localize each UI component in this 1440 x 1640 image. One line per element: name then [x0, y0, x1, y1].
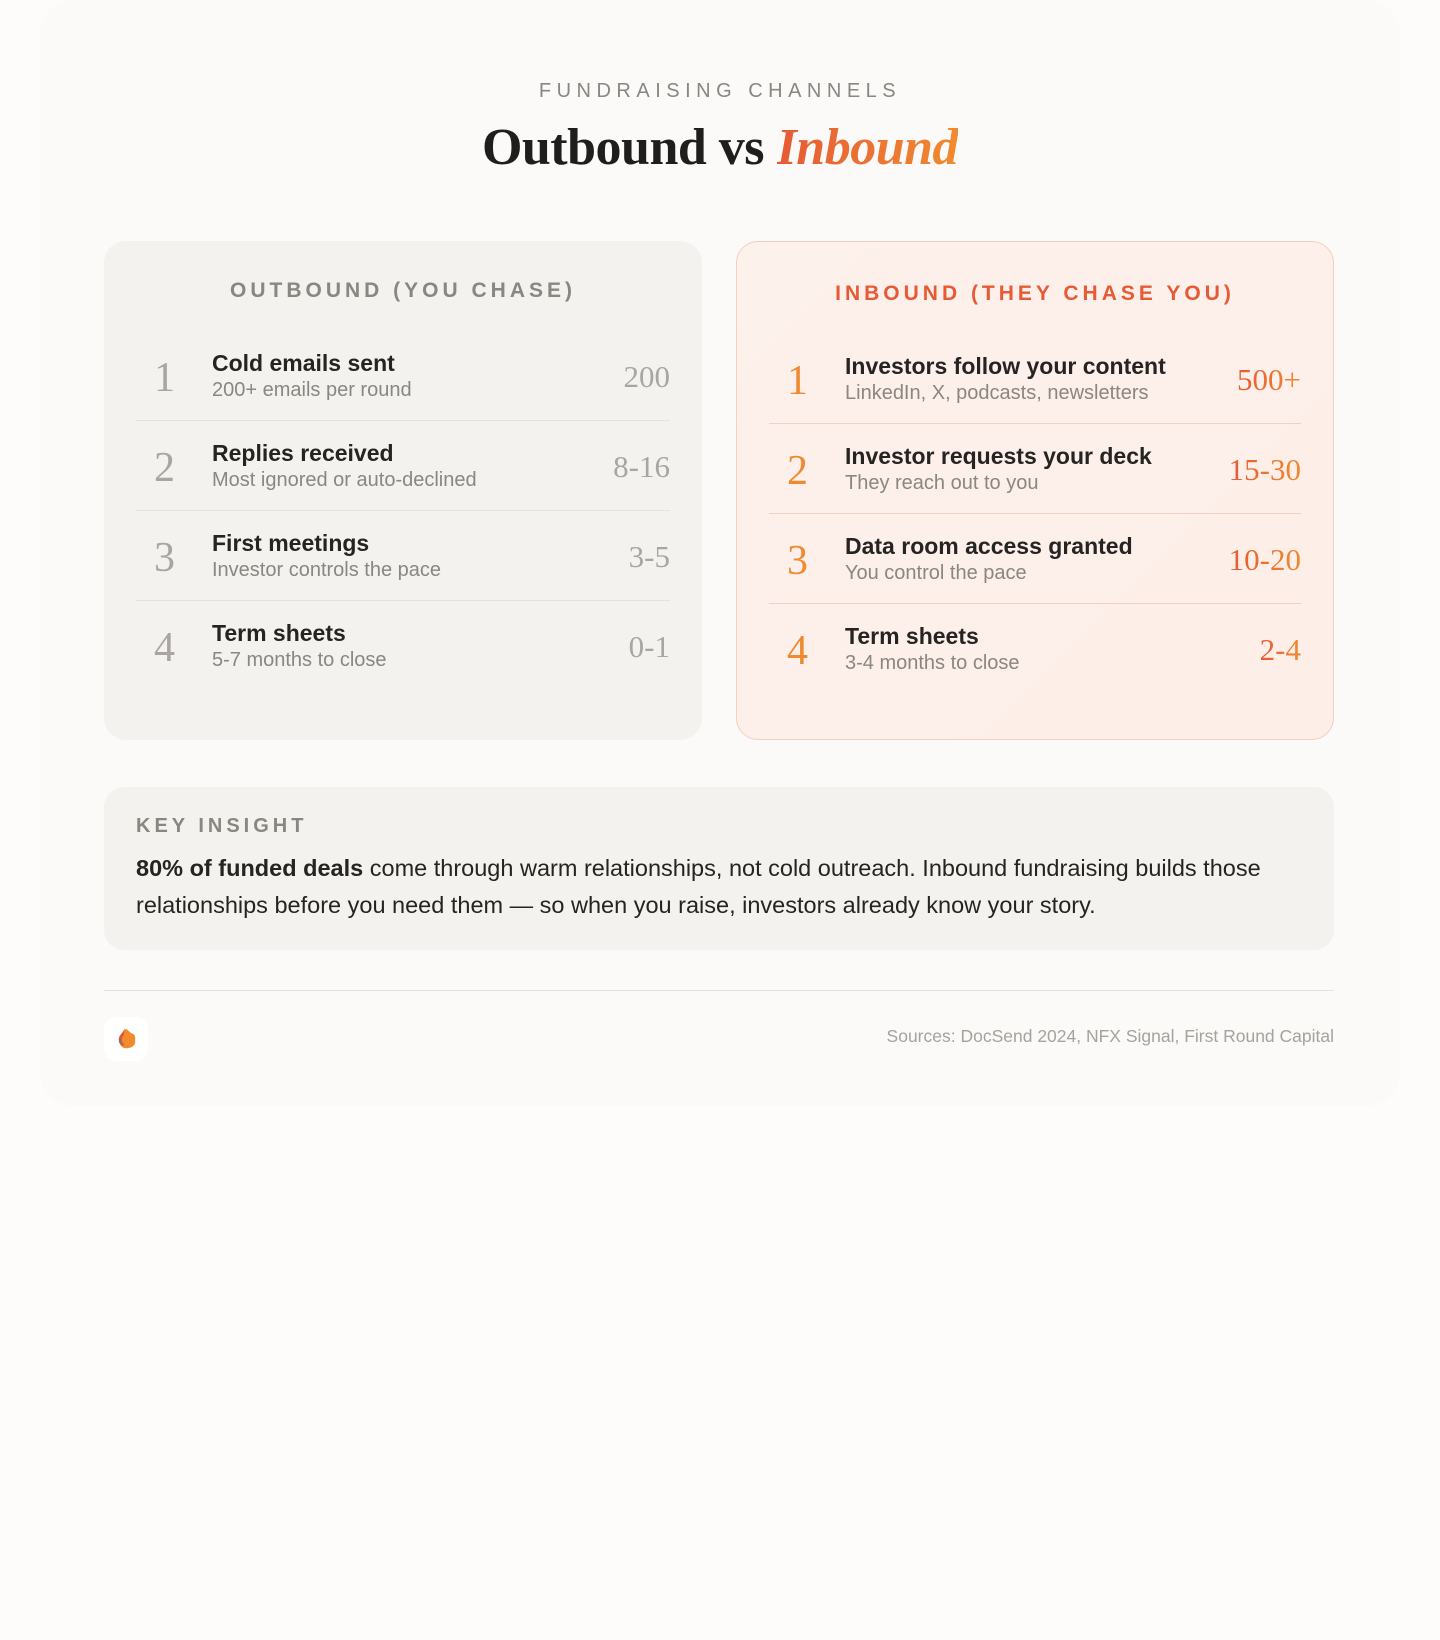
key-insight-highlight: 80% of funded deals	[136, 855, 364, 881]
step-label: Replies received	[212, 439, 394, 466]
outbound-card-title: OUTBOUND (YOU CHASE)	[230, 279, 576, 302]
step-number: 3	[154, 534, 175, 581]
step-number: 3	[787, 537, 808, 584]
footer-divider	[104, 990, 1334, 991]
flame-logo-icon	[113, 1026, 139, 1052]
step-description: 3-4 months to close	[845, 652, 1020, 674]
step-value: 200	[623, 358, 670, 394]
step-description: 5-7 months to close	[212, 649, 387, 671]
step-description: LinkedIn, X, podcasts, newsletters	[845, 381, 1149, 404]
funnel-row	[136, 331, 670, 421]
inbound-card	[736, 241, 1334, 740]
key-insight-body: come through warm relationships, not cold outreach. Inbound fundraising builds those relationships before you need them — so when you raise, investors already know your story.	[136, 855, 1261, 918]
step-number: 2	[787, 447, 808, 494]
step-value: 10-20	[1228, 541, 1301, 577]
step-number: 4	[787, 628, 808, 674]
step-value: 500+	[1237, 361, 1301, 397]
sources-text: Sources: DocSend 2024, NFX Signal, First Round Capital	[886, 1026, 1334, 1046]
step-number: 2	[154, 444, 175, 491]
page-title	[40, 118, 1400, 177]
step-label: Term sheets	[212, 620, 346, 646]
funnel-row	[136, 511, 670, 601]
step-description: Most ignored or auto-declined	[212, 468, 477, 491]
step-number: 4	[154, 625, 175, 671]
step-label: First meetings	[212, 529, 370, 556]
step-description: 200+ emails per round	[212, 378, 412, 401]
step-label: Cold emails sent	[212, 349, 395, 376]
funnel-row	[769, 514, 1301, 604]
infographic-card	[40, 0, 1400, 1106]
step-description: You control the pace	[845, 561, 1027, 584]
step-label: Investor requests your deck	[845, 442, 1152, 469]
funnel-row	[769, 334, 1301, 424]
step-description: Investor controls the pace	[212, 558, 442, 581]
inbound-funnel-list	[769, 334, 1301, 694]
inbound-card-title: INBOUND (THEY CHASE YOU)	[835, 282, 1235, 305]
eyebrow-label: FUNDRAISING CHANNELS	[538, 80, 902, 102]
step-description: They reach out to you	[845, 471, 1039, 494]
step-number: 1	[154, 354, 175, 401]
key-insight-label: KEY INSIGHT	[136, 815, 308, 837]
step-label: Term sheets	[845, 623, 979, 649]
step-value: 2-4	[1259, 632, 1301, 667]
funnel-row	[769, 604, 1301, 694]
key-insight-text	[136, 850, 1302, 924]
funnel-row	[136, 601, 670, 691]
outbound-funnel-list	[136, 331, 670, 691]
step-value: 15-30	[1228, 451, 1301, 487]
step-value: 3-5	[628, 538, 670, 574]
step-value: 0-1	[628, 629, 670, 664]
outbound-card	[104, 241, 702, 740]
funnel-row	[769, 424, 1301, 514]
title-main: Outbound vs	[481, 119, 777, 176]
key-insight-box	[104, 787, 1334, 950]
brand-logo	[104, 1017, 148, 1061]
title-accent: Inbound	[776, 119, 959, 176]
step-value: 8-16	[613, 448, 670, 484]
step-label: Investors follow your content	[845, 352, 1166, 379]
funnel-row	[136, 421, 670, 511]
step-label: Data room access granted	[845, 532, 1133, 559]
step-number: 1	[787, 357, 808, 404]
